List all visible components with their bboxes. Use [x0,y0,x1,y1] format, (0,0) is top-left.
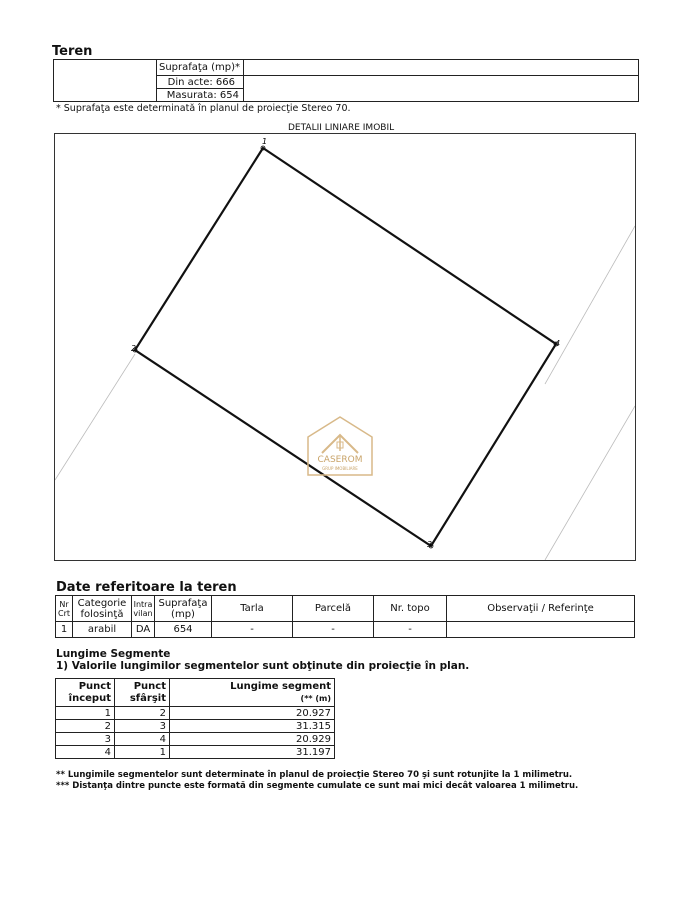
cell-observatii [447,622,635,638]
caserom-logo [300,415,380,479]
segmente-note-1: ** Lungimile segmentelor sunt determinate în planul de proiecţie Stereo 70 şi sunt rotunjite la 1 milimetru. [56,770,573,780]
seg-start: 1 [56,707,115,720]
segmente-title: Lungime Segmente [56,648,171,660]
plan-drawing [54,133,636,561]
seg-start: 3 [56,733,115,746]
date-teren-table [55,595,635,638]
cell-parcela: - [293,622,374,638]
neighbor-line-right-bottom [545,406,635,560]
teren-blank-cell [244,76,639,102]
seg-length: 20.929 [170,733,335,746]
table-row [56,720,335,733]
point-label-1: 1 [262,137,268,146]
cell-suprafata: 654 [155,622,212,638]
col-parcela: Parcelă [293,596,374,622]
teren-value-cell [244,60,639,76]
seg-length: 31.197 [170,746,335,759]
logo-tagline: GRUP IMOBILIARE [322,466,358,471]
plan-title: DETALII LINIARE IMOBIL [288,123,395,133]
date-teren-title: Date referitoare la teren [56,580,237,595]
cell-intra: DA [132,622,155,638]
neighbor-line-left [55,354,135,480]
col-lungime-label: Lungime segment [230,680,331,692]
seg-end: 2 [115,707,170,720]
logo-brand: CASEROM [317,455,363,465]
seg-end: 4 [115,733,170,746]
logo-house-icon [300,415,380,479]
col-tarla: Tarla [212,596,293,622]
seg-end: 1 [115,746,170,759]
teren-footnote: * Suprafaţa este determinată în planul de proiecţie Stereo 70. [56,103,351,114]
point-label-2: 2 [131,344,137,353]
segmente-table [55,678,335,759]
seg-start: 2 [56,720,115,733]
segmente-note-2: *** Distanţa dintre puncte este formată din segmente cumulate ce sunt mai mici decât valoarea 1 milimetru. [56,781,579,791]
seg-end: 3 [115,720,170,733]
cell-categorie: arabil [73,622,132,638]
col-categorie: Categorie folosinţă [73,596,132,622]
col-nr-topo: Nr. topo [374,596,447,622]
seg-start: 4 [56,746,115,759]
col-punct-sfarsit: Punct sfârşit [115,679,170,707]
seg-length: 31.315 [170,720,335,733]
suprafata-label: Suprafaţa (mp)* [157,60,244,76]
parcel-polygon [135,148,556,546]
teren-empty-cell [54,60,157,102]
col-intra-vilan: Intra vilan [132,596,155,622]
point-label-4: 4 [555,339,561,348]
point-label-3: 3 [427,540,433,549]
din-acte: Din acte: 666 [157,76,244,89]
cell-nr-topo: - [374,622,447,638]
teren-title: Teren [52,44,93,59]
table-row [56,707,335,720]
neighbor-line-right-top [545,226,635,384]
masurata: Masurata: 654 [157,89,244,102]
table-row [56,733,335,746]
col-lungime [170,679,335,707]
table-row [56,746,335,759]
segmente-subtitle: 1) Valorile lungimilor segmentelor sunt obţinute din proiecţie în plan. [56,660,470,672]
col-lungime-unit: (** (m) [300,693,331,703]
seg-length: 20.927 [170,707,335,720]
col-suprafata: Suprafaţa (mp) [155,596,212,622]
col-nr-crt: Nr Crt [56,596,73,622]
teren-table [53,59,639,102]
col-observatii: Observaţii / Referinţe [447,596,635,622]
col-punct-inceput: Punct început [56,679,115,707]
cell-nr: 1 [56,622,73,638]
plan-svg [55,134,635,560]
cell-tarla: - [212,622,293,638]
